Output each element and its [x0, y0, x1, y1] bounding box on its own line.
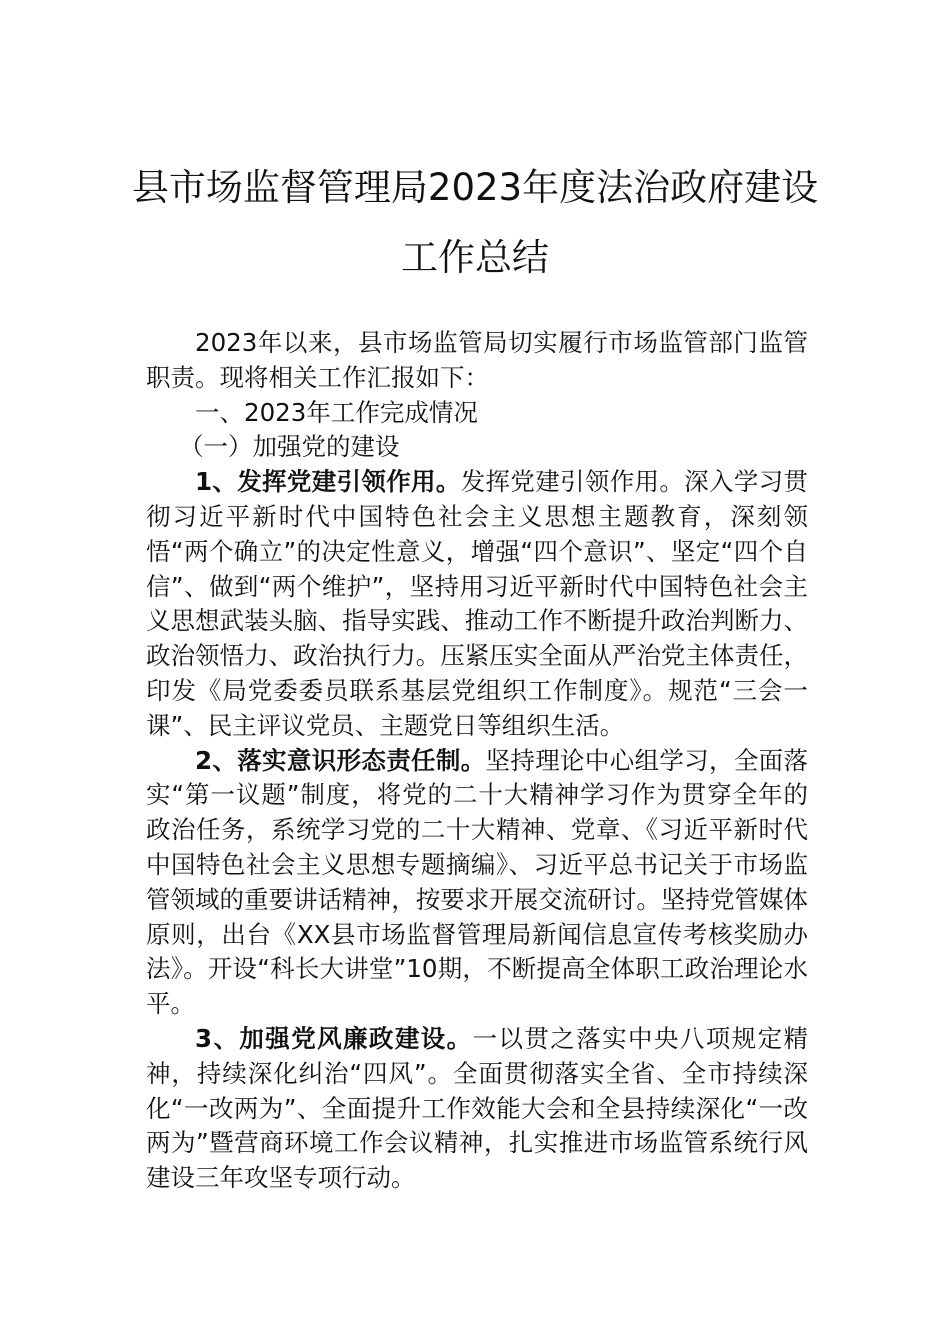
section-heading: 一、2023年工作完成情况	[195, 397, 478, 427]
document-title-line-1: 县市场监督管理局2023年度法治政府建设	[131, 166, 819, 209]
document-title-line-2: 工作总结	[401, 236, 549, 279]
intro-paragraph: 2023年以来，县市场监管局切实履行市场监管部门监管职责。现将相关工作汇报如下：	[146, 328, 808, 392]
subsection-heading: （一）加强党的建设	[179, 432, 400, 462]
item-paragraph-3	[146, 1022, 808, 1196]
document-body	[146, 326, 808, 1196]
item-body-2: 坚持理论中心组学习，全面落实“第一议题”制度，将党的二十大精神学习作为贯穿全年的政治任务，系统学习党的二十大精神、党章、《习近平新时代中国特色社会主义思想专题摘编》、习近平总书记关于市场监管领域的重要讲话精神，按要求开展交流研讨。坚持党管媒体原则，出台《XX县市场监督管理局新闻信息宣传考核奖励办法》。开设“科长大讲堂”10期，不断提高全体职工政治理论水平。	[146, 745, 809, 1019]
item-paragraph-2	[146, 744, 808, 1022]
item-lead-2: 2、落实意识形态责任制。	[195, 745, 486, 775]
item-lead-3: 3、加强党风廉政建设。	[195, 1023, 473, 1053]
item-body-1: 发挥党建引领作用。深入学习贯彻习近平新时代中国特色社会主义思想主题教育，深刻领悟“两个确立”的决定性意义，增强“四个意识”、坚定“四个自信”、做到“两个维护”，坚持用习近平新时代中国特色社会主义思想武装头脑、指导实践、推动工作不断提升政治判断力、政治领悟力、政治执行力。压紧压实全面从严治党主体责任，印发《局党委委员联系基层党组织工作制度》。规范“三会一课”、民主评议党员、主题党日等组织生活。	[146, 467, 809, 740]
item-body-3: 一以贯之落实中央八项规定精神，持续深化纠治“四风”。全面贯彻落实全省、全市持续深化“一改两为”、全面提升工作效能大会和全县持续深化“一改两为”暨营商环境工作会议精神，扎实推进市场监管系统行风建设三年攻坚专项行动。	[146, 1023, 809, 1193]
item-lead-1: 1、发挥党建引领作用。	[195, 467, 461, 497]
item-paragraph-1	[146, 465, 808, 743]
